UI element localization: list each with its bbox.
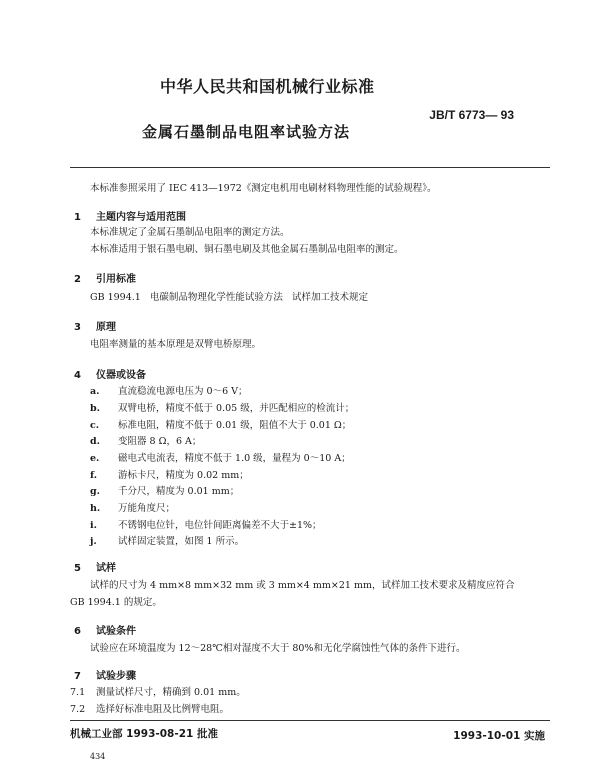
section-2-heading bbox=[74, 270, 136, 285]
step-item bbox=[70, 687, 246, 699]
step-number: 7.2 bbox=[70, 704, 86, 715]
section-3-heading bbox=[74, 318, 116, 333]
effective-date: 1993-10-01 实施 bbox=[453, 730, 545, 742]
section-2-line: GB 1994.1 电碳制品物理化学性能试验方法 试样加工技术规定 bbox=[90, 292, 368, 303]
item-letter: b. bbox=[90, 403, 100, 414]
header-divider bbox=[70, 167, 550, 168]
item-text: 万能角度尺； bbox=[118, 503, 176, 514]
section-6-heading bbox=[74, 622, 136, 637]
section-number: 4 bbox=[74, 370, 81, 381]
item-letter: g. bbox=[90, 486, 100, 497]
section-number: 6 bbox=[74, 626, 81, 637]
section-title: 试验条件 bbox=[96, 626, 136, 637]
equipment-item bbox=[90, 403, 354, 415]
equipment-item bbox=[90, 436, 201, 448]
item-text: 不锈钢电位针，电位针间距离偏差不大于±1%； bbox=[118, 520, 322, 531]
equipment-item bbox=[90, 470, 249, 482]
intro-text: 本标准参照采用了 IEC 413—1972《测定电机用电刷材料物理性能的试验规程》。 bbox=[90, 183, 437, 194]
equipment-item bbox=[90, 503, 175, 515]
section-5-heading bbox=[74, 559, 116, 574]
item-text: 直流稳流电源电压为 0～6 V； bbox=[118, 386, 248, 397]
section-number: 7 bbox=[74, 671, 81, 682]
section-4-heading bbox=[74, 366, 146, 381]
section-6-line: 试验应在环境温度为 12～28℃相对湿度不大于 80%和无化学腐蚀性气体的条件下进行。 bbox=[90, 643, 466, 654]
section-5-line-1: 试样的尺寸为 4 mm×8 mm×32 mm 或 3 mm×4 mm×21 mm，试样加工技术要求及精度应符合 bbox=[90, 580, 515, 591]
step-text: 选择好标准电阻及比例臂电阻。 bbox=[96, 704, 230, 715]
item-text: 双臂电桥，精度不低于 0.05 级，并匹配相应的检流计； bbox=[118, 403, 355, 414]
section-title: 试样 bbox=[96, 563, 116, 574]
item-text: 千分尺，精度为 0.01 mm； bbox=[118, 486, 240, 497]
section-5-line-2: GB 1994.1 的规定。 bbox=[70, 597, 162, 608]
item-text: 试样固定装置，如图 1 所示。 bbox=[118, 536, 245, 547]
item-text: 磁电式电流表，精度不低于 1.0 级，量程为 0～10 A； bbox=[118, 453, 351, 464]
approval-date: 机械工业部 1993-08-21 批准 bbox=[70, 728, 218, 740]
standard-body-heading: 中华人民共和国机械行业标准 bbox=[160, 77, 375, 96]
item-letter: f. bbox=[90, 470, 98, 481]
item-text: 标准电阻，精度不低于 0.01 级，阻值不大于 0.01 Ω； bbox=[118, 420, 352, 431]
footer-divider bbox=[70, 720, 550, 721]
step-text: 测量试样尺寸，精确到 0.01 mm。 bbox=[96, 687, 246, 698]
item-letter: h. bbox=[90, 503, 101, 514]
item-letter: i. bbox=[90, 520, 97, 531]
section-title: 引用标准 bbox=[96, 274, 136, 285]
section-3-line: 电阻率测量的基本原理是双臂电桥原理。 bbox=[90, 339, 262, 350]
document-title: 金属石墨制品电阻率试验方法 bbox=[142, 123, 351, 141]
item-letter: j. bbox=[90, 536, 97, 547]
item-letter: c. bbox=[90, 420, 100, 431]
equipment-item bbox=[90, 420, 351, 432]
section-1-line-1: 本标准规定了金属石墨制品电阻率的测定方法。 bbox=[90, 227, 290, 238]
section-title: 原理 bbox=[96, 322, 116, 333]
equipment-item bbox=[90, 520, 322, 532]
section-1-line-2: 本标准适用于银石墨电刷、铜石墨电刷及其他金属石墨制品电阻率的测定。 bbox=[90, 244, 404, 255]
section-number: 3 bbox=[74, 322, 81, 333]
step-number: 7.1 bbox=[70, 687, 86, 698]
equipment-item bbox=[90, 453, 351, 465]
section-1-heading bbox=[74, 208, 186, 223]
equipment-item bbox=[90, 386, 248, 398]
page-number: 434 bbox=[90, 752, 106, 761]
section-number: 2 bbox=[74, 274, 81, 285]
section-title: 主题内容与适用范围 bbox=[96, 212, 186, 223]
standard-number: JB/T 6773— 93 bbox=[429, 108, 514, 122]
equipment-item bbox=[90, 536, 244, 548]
section-7-heading bbox=[74, 667, 136, 682]
equipment-item bbox=[90, 486, 239, 498]
section-number: 1 bbox=[74, 212, 81, 223]
step-item bbox=[70, 704, 229, 716]
item-text: 游标卡尺，精度为 0.02 mm； bbox=[118, 470, 249, 481]
section-title: 仪器或设备 bbox=[96, 370, 146, 381]
item-text: 变阻器 8 Ω，6 A； bbox=[118, 436, 202, 447]
item-letter: a. bbox=[90, 386, 100, 397]
item-letter: e. bbox=[90, 453, 100, 464]
section-number: 5 bbox=[74, 563, 81, 574]
section-title: 试验步骤 bbox=[96, 671, 136, 682]
item-letter: d. bbox=[90, 436, 100, 447]
